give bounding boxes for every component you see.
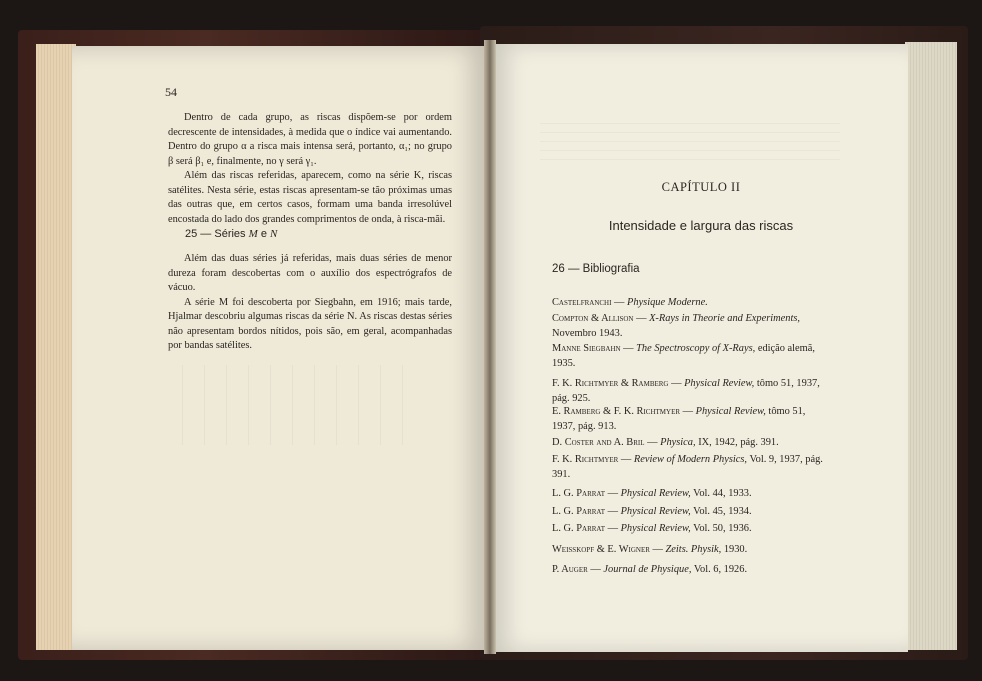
entry-author: P. Auger [552, 564, 588, 575]
section-heading [185, 228, 277, 240]
paragraph: Além das riscas referidas, aparecem, como na série K, riscas satélites. Nesta série, estas riscas apresentam-se tão próximas umas das outras que, em certos casos, formam uma banda irresolúvel encostada do lado dos grandes comprimentos de onda, à risca-mãi. [168, 170, 452, 225]
paragraph: Dentro de cada grupo, as riscas dispõem-se por ordem decrescente de intensidades, à medida que o índice vai aumentando. Dentro do grupo α a risca mais intensa será, portanto, α₁; no grupo β será β₁ e, finalmente, no γ será γ₁. [168, 112, 452, 167]
entry-title: Physical Review, [684, 378, 755, 389]
entry-separator: — [649, 544, 666, 555]
entry-title: Physica, [660, 437, 696, 448]
entry-separator: — [587, 564, 604, 575]
entry-author: F. K. Richtmyer & Ramberg [552, 378, 669, 389]
bibliography-entry [552, 563, 824, 578]
show-through-figure [182, 365, 412, 445]
paragraph: A série M foi descoberta por Siegbahn, em 1916; mais tarde, Hjalmar descobriu algumas riscas da série N. As riscas destas séries não apresentam bordos nítidos, pois são, em geral, acompanhadas por bandas satélites. [168, 296, 452, 351]
bibliography-entry [552, 377, 824, 406]
entry-author: L. G. Parrat [552, 506, 605, 517]
entry-details: Novembro 1943. [552, 327, 623, 339]
entry-details: Vol. 44, 1933. [690, 488, 752, 499]
entry-author: E. Ramberg & F. K. Richtmyer [552, 406, 681, 417]
bibliography-entry [552, 487, 824, 502]
entry-details: Vol. 9, 1937, pág. 391. [552, 454, 823, 480]
section-text [168, 252, 452, 354]
entry-author: Compton & Allison [552, 313, 634, 324]
bibliography-entry [552, 296, 824, 311]
entry-author: L. G. Parrat [552, 488, 605, 499]
entry-separator: — [604, 488, 621, 499]
entry-details: edição alemã, 1935. [552, 343, 815, 369]
entry-separator: — [633, 313, 650, 324]
right-page-edges [905, 42, 957, 650]
entry-details: 1930. [721, 544, 748, 555]
entry-author: F. K. Richtmyer [552, 454, 619, 465]
section-title-m: M [248, 228, 258, 240]
entry-separator: — [620, 343, 637, 354]
entry-author: Castelfranchi [552, 297, 612, 308]
entry-title: The Spectroscopy of X-Rays, [636, 343, 756, 354]
show-through-text [540, 120, 840, 160]
entry-details: tômo 51, 1937, pág. 913. [552, 406, 806, 432]
entry-author: Weisskopf & E. Wigner [552, 544, 650, 555]
book-gutter [484, 40, 496, 654]
chapter-title: Intensidade e largura das riscas [608, 218, 794, 233]
entry-separator: — [611, 297, 628, 308]
entry-title: Physical Review, [620, 523, 691, 534]
entry-author: L. G. Parrat [552, 523, 605, 534]
page-number: 54 [165, 85, 177, 99]
entry-title: Physical Review, [695, 406, 766, 417]
bibliography-entry [552, 436, 824, 451]
entry-author: D. Coster and A. Bril [552, 437, 645, 448]
section-title-mid: e [257, 228, 271, 240]
entry-details: Vol. 6, 1926. [691, 564, 748, 575]
entry-title: Physical Review, [620, 488, 691, 499]
entry-separator: — [618, 454, 634, 465]
entry-separator: — [680, 406, 696, 417]
left-intro-text [168, 111, 452, 227]
entry-author: Manne Siegbahn [552, 343, 621, 354]
paragraph: Além das duas séries já referidas, mais duas séries de menor dureza foram descobertas com o auxílio dos espectrógrafos de vácuo. [168, 253, 452, 293]
section-title-prefix: Séries [214, 228, 249, 240]
entry-details: Vol. 45, 1934. [690, 506, 752, 517]
section-title-n: N [270, 228, 278, 240]
entry-details: IX, 1942, pág. 391. [695, 437, 779, 448]
entry-separator: — [604, 506, 621, 517]
bibliography-entry [552, 312, 824, 341]
entry-title: Review of Modern Physics, [633, 454, 748, 465]
entry-separator: — [668, 378, 685, 389]
entry-title: Physique Moderne. [627, 297, 708, 308]
bibliography-entry [552, 543, 824, 558]
bibliography-entry [552, 505, 824, 520]
section-number: 25 — [185, 228, 215, 240]
bibliography-heading: 26 — Bibliografia [552, 263, 640, 275]
entry-separator: — [644, 437, 661, 448]
entry-title: Journal de Physique, [603, 564, 692, 575]
left-page-edges [36, 44, 76, 650]
entry-details: tômo 51, 1937, pág. 925. [552, 378, 820, 404]
bibliography-entry [552, 342, 824, 371]
bibliography-entry [552, 405, 824, 434]
entry-title: X-Rays in Theorie and Experiments, [649, 313, 800, 324]
chapter-label: CAPÍTULO II [661, 180, 741, 194]
bibliography-entry [552, 453, 824, 482]
entry-title: Physical Review, [620, 506, 691, 517]
entry-separator: — [604, 523, 621, 534]
entry-details: Vol. 50, 1936. [690, 523, 752, 534]
entry-title: Zeits. Physik, [665, 544, 722, 555]
bibliography-entry [552, 522, 824, 537]
